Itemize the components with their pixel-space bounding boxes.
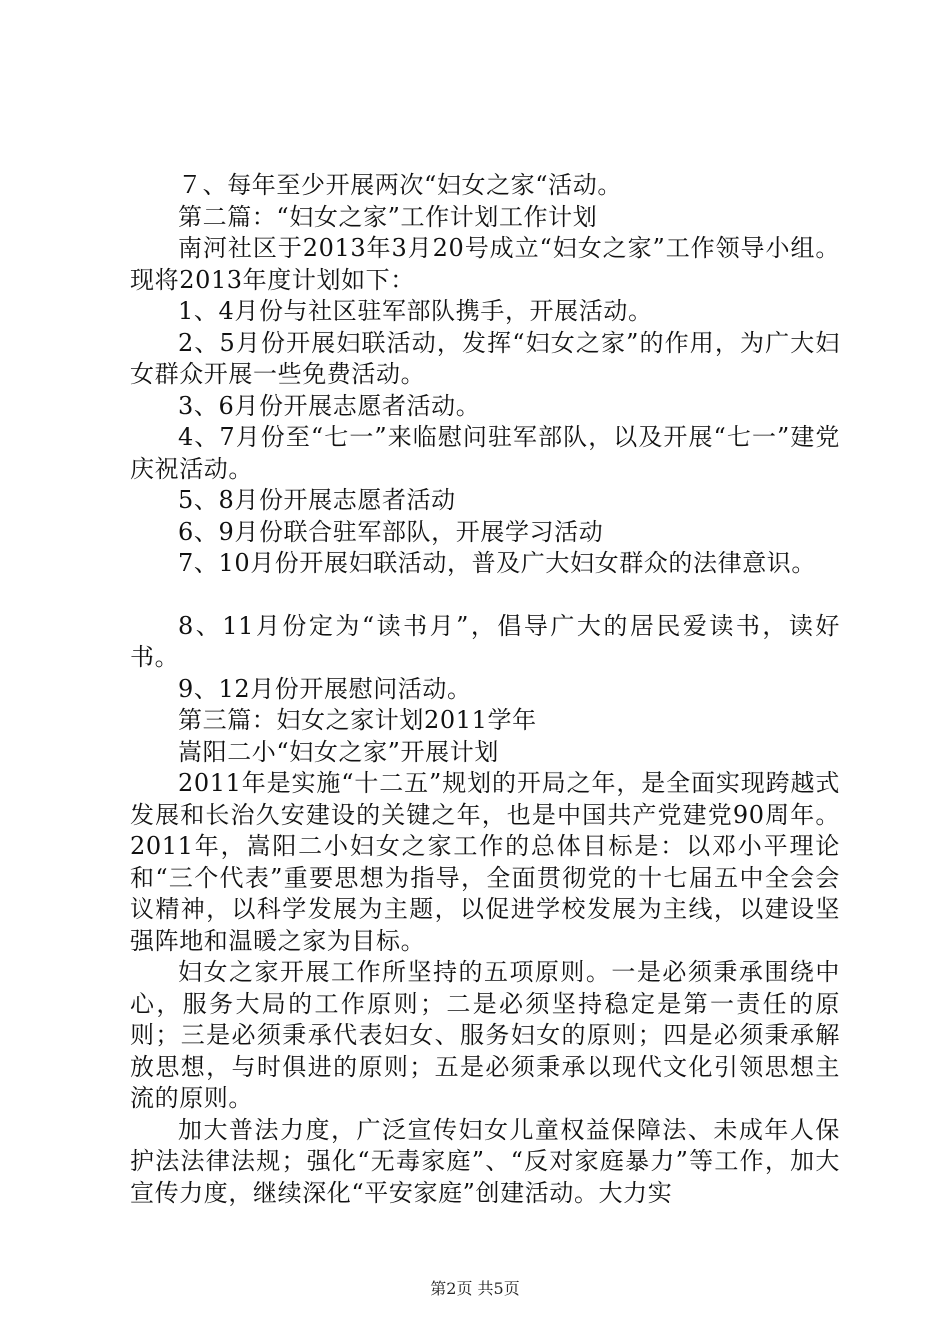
list-item: 4、7月份至“七一”来临慰问驻军部队，以及开展“七一”建党庆祝活动。 bbox=[130, 423, 840, 483]
list-item: 7、10月份开展妇联活动，普及广大妇女群众的法律意识。 bbox=[178, 549, 817, 577]
list-item: 1、4月份与社区驻军部队携手，开展活动。 bbox=[178, 297, 653, 325]
paragraph: 2011年是实施“十二五”规划的开局之年，是全面实现跨越式发展和长治久安建设的关键之年，也是中国共产党建党90周年。2011年，嵩阳二小妇女之家工作的总体目标是：以邓小平理论和“三个代表”重要思想为指导，全面贯彻党的十七届五中全会会议精神，以科学发展为主题，以促进学校发展为主线，以建设坚强阵地和温暖之家为目标。 bbox=[130, 769, 840, 955]
paragraph: 嵩阳二小“妇女之家”开展计划 bbox=[178, 737, 499, 766]
list-item: 5、8月份开展志愿者活动 bbox=[178, 486, 456, 514]
list-item: 9、12月份开展慰问活动。 bbox=[178, 674, 472, 703]
section-heading: 第三篇：妇女之家计划2011学年 bbox=[178, 706, 537, 734]
list-item: 2、5月份开展妇联活动，发挥“妇女之家”的作用，为广大妇女群众开展一些免费活动。 bbox=[130, 328, 840, 388]
page-footer: 第2页 共5页 bbox=[430, 1279, 520, 1298]
list-item: 6、9月份联合驻军部队，开展学习活动 bbox=[178, 517, 604, 546]
paragraph: 南河社区于2013年3月20号成立“妇女之家”工作领导小组。现将2013年度计划如下： bbox=[130, 234, 840, 294]
section-heading: 第二篇：“妇女之家”工作计划工作计划 bbox=[178, 202, 598, 231]
paragraph: 加大普法力度，广泛宣传妇女儿童权益保障法、未成年人保护法法律法规；强化“无毒家庭”、“反对家庭暴力”等工作，加大宣传力度，继续深化“平安家庭”创建活动。大力实 bbox=[130, 1115, 840, 1207]
document-body bbox=[130, 170, 840, 1209]
paragraph: ７、每年至少开展两次“妇女之家“活动。 bbox=[178, 171, 622, 199]
paragraph: 妇女之家开展工作所坚持的五项原则。一是必须秉承围绕中心，服务大局的工作原则；二是必须坚持稳定是第一责任的原则；三是必须秉承代表妇女、服务妇女的原则；四是必须秉承解放思想，与时俱进的原则；五是必须秉承以现代文化引领思想主流的原则。 bbox=[130, 958, 840, 1112]
list-item: 8、11月份定为“读书月”，倡导广大的居民爱读书，读好书。 bbox=[130, 611, 840, 671]
list-item: 3、6月份开展志愿者活动。 bbox=[178, 391, 481, 420]
